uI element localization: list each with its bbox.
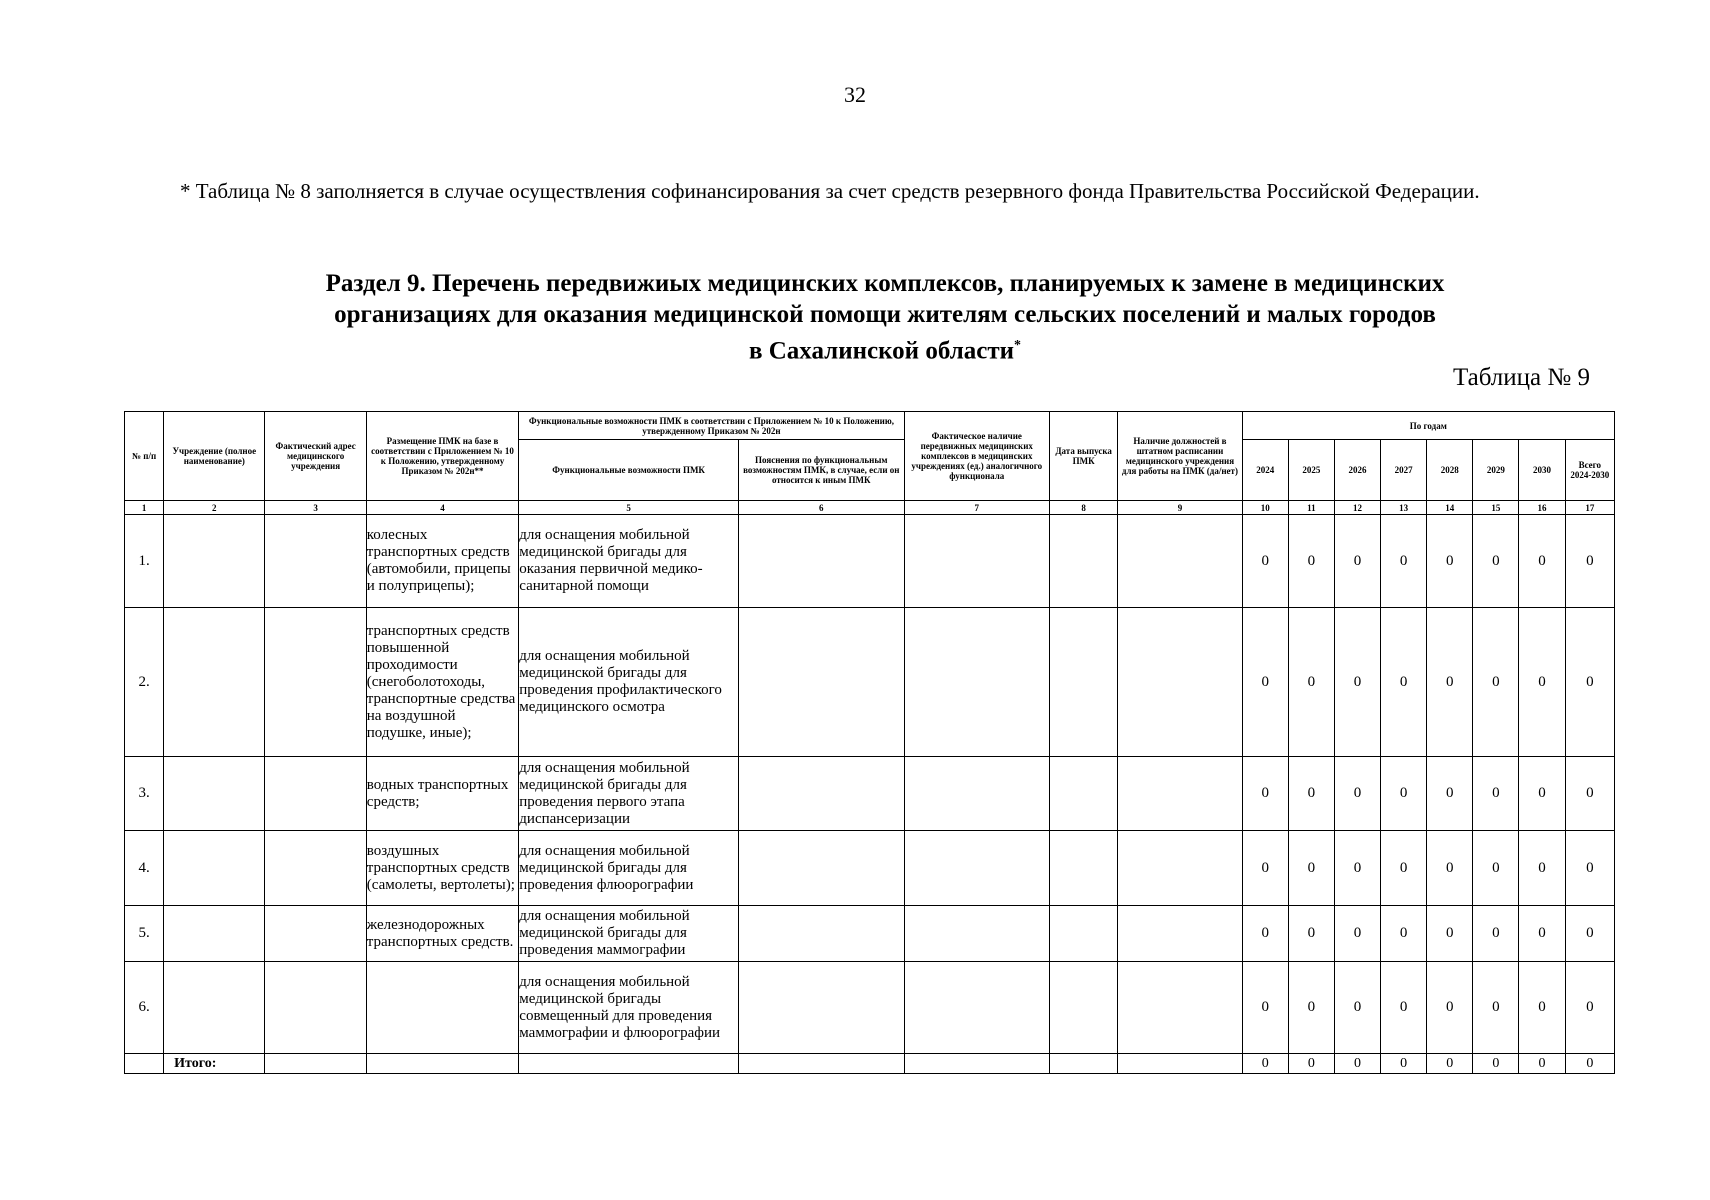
- pmk-table: [124, 411, 1615, 1074]
- value-cell: 0: [1381, 515, 1427, 608]
- value-cell: 0: [1242, 831, 1288, 906]
- explanations-cell: [739, 608, 905, 757]
- placement-cell: железнодорожных транспортных средств.: [366, 906, 519, 962]
- total-number-cell: [125, 1054, 164, 1074]
- column-number: 15: [1473, 501, 1519, 515]
- institution-cell: [164, 906, 265, 962]
- value-cell: 0: [1288, 757, 1334, 831]
- value-cell: 0: [1519, 906, 1565, 962]
- page-number: 32: [844, 82, 866, 107]
- actual-cell: [904, 906, 1049, 962]
- header-explanations: Пояснения по функциональным возможностям ПМК, в случае, если он относится к иным ПМК: [739, 440, 905, 501]
- value-cell: 0: [1519, 515, 1565, 608]
- release-date-cell: [1050, 515, 1118, 608]
- value-cell: 0: [1381, 962, 1427, 1054]
- table-body: [125, 515, 1615, 1074]
- header-address: Фактический адрес медицинского учреждения: [265, 412, 366, 501]
- value-cell: 0: [1519, 831, 1565, 906]
- release-date-cell: [1050, 1054, 1118, 1074]
- placement-cell: воздушных транспортных средств (самолеты, вертолеты);: [366, 831, 519, 906]
- release-date-cell: [1050, 962, 1118, 1054]
- value-cell: 0: [1473, 608, 1519, 757]
- table-row: [125, 608, 1615, 757]
- section-title-line-2: организациях для оказания медицинской помощи жителям сельских поселений и малых городов: [334, 301, 1436, 328]
- value-cell: 0: [1288, 831, 1334, 906]
- header-by-years: По годам: [1242, 412, 1614, 440]
- value-cell: 0: [1519, 962, 1565, 1054]
- column-number: 6: [739, 501, 905, 515]
- staff-cell: [1118, 1054, 1242, 1074]
- table-row: [125, 757, 1615, 831]
- functional-cell: для оснащения мобильной медицинской бригады для проведения маммографии: [519, 906, 739, 962]
- value-cell: 0: [1334, 757, 1380, 831]
- staff-cell: [1118, 831, 1242, 906]
- table-row: [125, 906, 1615, 962]
- value-cell: 0: [1427, 831, 1473, 906]
- table-row: [125, 831, 1615, 906]
- header-year: 2027: [1381, 440, 1427, 501]
- value-cell: 0: [1242, 515, 1288, 608]
- actual-cell: [904, 831, 1049, 906]
- release-date-cell: [1050, 608, 1118, 757]
- placement-cell: [366, 1054, 519, 1074]
- row-number: 4.: [125, 831, 164, 906]
- value-cell: 0: [1519, 608, 1565, 757]
- total-value-cell: 0: [1565, 757, 1614, 831]
- total-value-cell: 0: [1473, 1054, 1519, 1074]
- address-cell: [265, 608, 366, 757]
- header-year: 2024: [1242, 440, 1288, 501]
- header-release-date: Дата выпуска ПМК: [1050, 412, 1118, 501]
- value-cell: 0: [1334, 962, 1380, 1054]
- column-number: 5: [519, 501, 739, 515]
- value-cell: 0: [1242, 608, 1288, 757]
- address-cell: [265, 962, 366, 1054]
- institution-cell: [164, 757, 265, 831]
- release-date-cell: [1050, 757, 1118, 831]
- value-cell: 0: [1473, 962, 1519, 1054]
- footnote: * Таблица № 8 заполняется в случае осуществления софинансирования за счет средств резервного фонда Правительства Российской Федерации.: [180, 179, 1480, 203]
- explanations-cell: [739, 831, 905, 906]
- staff-cell: [1118, 608, 1242, 757]
- column-number: 8: [1050, 501, 1118, 515]
- release-date-cell: [1050, 906, 1118, 962]
- value-cell: 0: [1334, 515, 1380, 608]
- total-value-cell: 0: [1565, 831, 1614, 906]
- value-cell: 0: [1288, 515, 1334, 608]
- total-value-cell: 0: [1565, 608, 1614, 757]
- section-title: [180, 268, 1590, 366]
- address-cell: [265, 906, 366, 962]
- value-cell: 0: [1381, 906, 1427, 962]
- total-value-cell: 0: [1288, 1054, 1334, 1074]
- row-number: 2.: [125, 608, 164, 757]
- column-number: 16: [1519, 501, 1565, 515]
- header-actual: Фактическое наличие передвижных медицинских комплексов в медицинских учреждениях (ед.) аналогичного функционала: [904, 412, 1049, 501]
- value-cell: 0: [1427, 515, 1473, 608]
- institution-cell: [164, 515, 265, 608]
- institution-cell: [164, 608, 265, 757]
- header-functional: Функциональные возможности ПМК: [519, 440, 739, 501]
- value-cell: 0: [1334, 608, 1380, 757]
- section-title-line-1: Раздел 9. Перечень передвижиых медицинских комплексов, планируемых к замене в медицинских: [325, 270, 1445, 297]
- header-year: 2028: [1427, 440, 1473, 501]
- functional-cell: для оснащения мобильной медицинской бригады для проведения профилактического медицинского осмотра: [519, 608, 739, 757]
- value-cell: 0: [1427, 608, 1473, 757]
- total-value-cell: 0: [1242, 1054, 1288, 1074]
- value-cell: 0: [1427, 757, 1473, 831]
- header-year: 2025: [1288, 440, 1334, 501]
- header-staff: Наличие должностей в штатном расписании медицинского учреждения для работы на ПМК (да/нет): [1118, 412, 1242, 501]
- value-cell: 0: [1381, 608, 1427, 757]
- row-number: 1.: [125, 515, 164, 608]
- actual-cell: [904, 608, 1049, 757]
- table-caption: Таблица № 9: [1452, 364, 1590, 391]
- column-number: 12: [1334, 501, 1380, 515]
- address-cell: [265, 757, 366, 831]
- section-title-region: в Сахалинской области: [748, 337, 1015, 365]
- explanations-cell: [739, 962, 905, 1054]
- placement-cell: [366, 962, 519, 1054]
- address-cell: [265, 1054, 366, 1074]
- value-cell: 0: [1242, 757, 1288, 831]
- explanations-cell: [739, 906, 905, 962]
- total-value-cell: 0: [1334, 1054, 1380, 1074]
- value-cell: 0: [1288, 906, 1334, 962]
- column-number: 2: [164, 501, 265, 515]
- actual-cell: [904, 1054, 1049, 1074]
- value-cell: 0: [1473, 515, 1519, 608]
- column-number: 1: [125, 501, 164, 515]
- placement-cell: транспортных средств повышенной проходимости (снегоболотоходы, транспортные средства на воздушной подушке, иные);: [366, 608, 519, 757]
- column-number: 4: [366, 501, 519, 515]
- row-number: 6.: [125, 962, 164, 1054]
- value-cell: 0: [1288, 608, 1334, 757]
- total-value-cell: 0: [1565, 1054, 1614, 1074]
- explanations-cell: [739, 757, 905, 831]
- row-number: 5.: [125, 906, 164, 962]
- functional-cell: для оснащения мобильной медицинской бригады для оказания первичной медико-санитарной помощи: [519, 515, 739, 608]
- functional-cell: для оснащения мобильной медицинской бригады для проведения первого этапа диспансеризации: [519, 757, 739, 831]
- value-cell: 0: [1242, 906, 1288, 962]
- total-value-cell: 0: [1381, 1054, 1427, 1074]
- total-value-cell: 0: [1519, 1054, 1565, 1074]
- column-numbers-row: [125, 501, 1615, 515]
- total-row: [125, 1054, 1615, 1074]
- row-number: 3.: [125, 757, 164, 831]
- value-cell: 0: [1427, 962, 1473, 1054]
- footnote-mark: *: [1014, 338, 1022, 353]
- table-row: [125, 515, 1615, 608]
- header-year-total: Всего 2024-2030: [1565, 440, 1614, 501]
- column-number: 10: [1242, 501, 1288, 515]
- actual-cell: [904, 515, 1049, 608]
- value-cell: 0: [1473, 757, 1519, 831]
- value-cell: 0: [1381, 831, 1427, 906]
- header-year: 2030: [1519, 440, 1565, 501]
- section-title-line-3: [180, 330, 1590, 366]
- column-number: 3: [265, 501, 366, 515]
- value-cell: 0: [1242, 962, 1288, 1054]
- functional-cell: для оснащения мобильной медицинской бригады совмещенный для проведения маммографии и флюорографии: [519, 962, 739, 1054]
- total-value-cell: 0: [1565, 906, 1614, 962]
- functional-cell: [519, 1054, 739, 1074]
- column-number: 14: [1427, 501, 1473, 515]
- column-number: 17: [1565, 501, 1614, 515]
- explanations-cell: [739, 515, 905, 608]
- value-cell: 0: [1334, 906, 1380, 962]
- institution-cell: [164, 831, 265, 906]
- value-cell: 0: [1288, 962, 1334, 1054]
- column-number: 11: [1288, 501, 1334, 515]
- institution-cell: [164, 962, 265, 1054]
- explanations-cell: [739, 1054, 905, 1074]
- header-functional-group: Функциональные возможности ПМК в соответствии с Приложением № 10 к Положению, утвержденному Приказом № 202н: [519, 412, 904, 440]
- header-year: 2029: [1473, 440, 1519, 501]
- staff-cell: [1118, 757, 1242, 831]
- header-year: 2026: [1334, 440, 1380, 501]
- table-row: [125, 962, 1615, 1054]
- header-institution: Учреждение (полное наименование): [164, 412, 265, 501]
- actual-cell: [904, 757, 1049, 831]
- value-cell: 0: [1519, 757, 1565, 831]
- placement-cell: водных транспортных средств;: [366, 757, 519, 831]
- header-placement: Размещение ПМК на базе в соответствии с Приложением № 10 к Положению, утвержденному Приказом № 202н**: [366, 412, 519, 501]
- total-value-cell: 0: [1565, 515, 1614, 608]
- value-cell: 0: [1427, 906, 1473, 962]
- staff-cell: [1118, 906, 1242, 962]
- value-cell: 0: [1473, 831, 1519, 906]
- value-cell: 0: [1473, 906, 1519, 962]
- value-cell: 0: [1334, 831, 1380, 906]
- table-header: [125, 412, 1615, 515]
- staff-cell: [1118, 962, 1242, 1054]
- total-value-cell: 0: [1565, 962, 1614, 1054]
- actual-cell: [904, 962, 1049, 1054]
- column-number: 9: [1118, 501, 1242, 515]
- release-date-cell: [1050, 831, 1118, 906]
- column-number: 7: [904, 501, 1049, 515]
- staff-cell: [1118, 515, 1242, 608]
- functional-cell: для оснащения мобильной медицинской бригады для проведения флюорографии: [519, 831, 739, 906]
- column-number: 13: [1381, 501, 1427, 515]
- placement-cell: колесных транспортных средств (автомобили, прицепы и полуприцепы);: [366, 515, 519, 608]
- total-value-cell: 0: [1427, 1054, 1473, 1074]
- header-num: № п/п: [125, 412, 164, 501]
- address-cell: [265, 515, 366, 608]
- value-cell: 0: [1381, 757, 1427, 831]
- total-label: Итого:: [164, 1054, 265, 1074]
- address-cell: [265, 831, 366, 906]
